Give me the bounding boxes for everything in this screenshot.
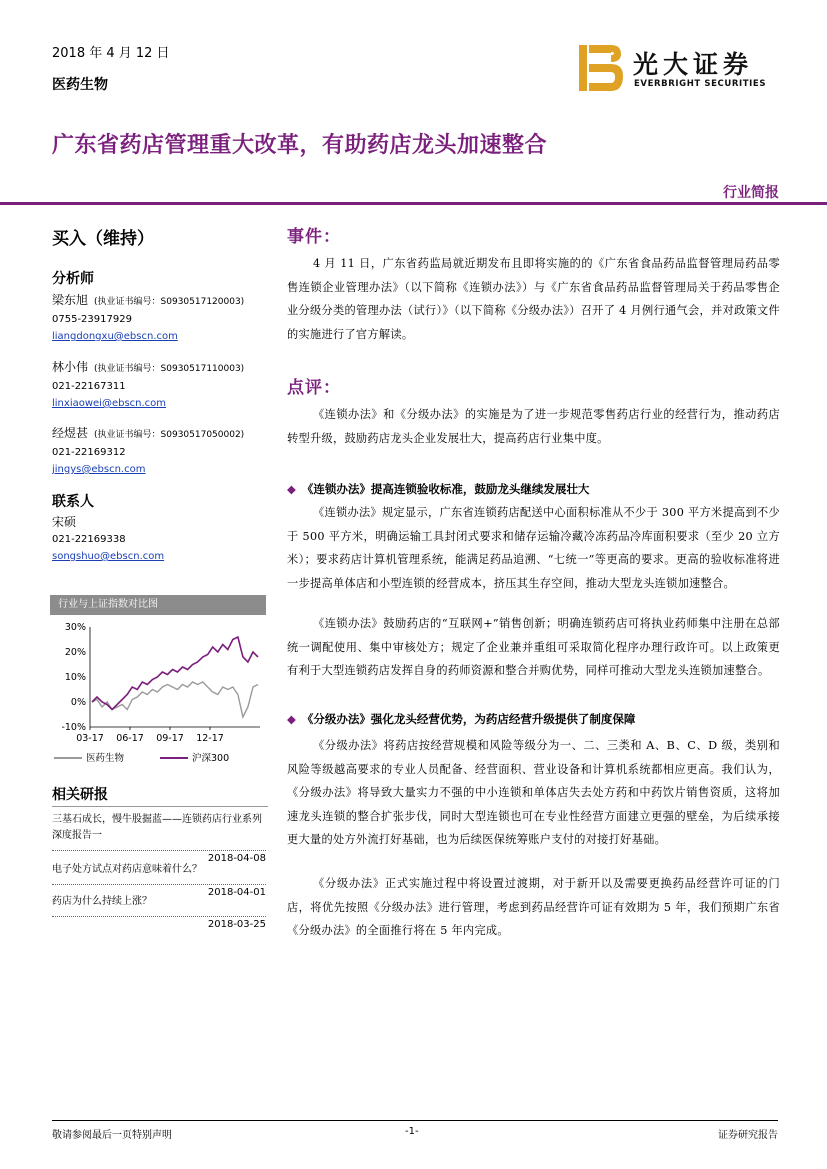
y-tick-label: 20% [64, 647, 86, 658]
analyst-name: 林小伟 [52, 360, 89, 374]
contact-email-link[interactable]: songshuo@ebscn.com [52, 551, 165, 562]
body-paragraph: 《分级办法》正式实施过程中将设置过渡期，对于新开以及需要更换药品经营许可证的门店，将优先按照《分级办法》进行管理，考虑到药品经营许可证有效期为 5 年，我们预期广东省《分级办法》的全面推行将在 5 年内完成。 [287, 877, 780, 937]
leader-dots [52, 910, 266, 917]
body-paragraph: 《连锁办法》规定显示，广东省连锁药店配送中心面积标准从不少于 300 平方米提高到不少于 500 平方米，明确运输工具封闭式要求和储存运输冷藏冷冻药品冷库面积要求（至少 20 立方米）；要求药店计算机管理系统，能满足药品追溯、“七统一”等更高的要求。更高的验收标准将进一步提高单体店和小型连锁的经营成本，挤压其生存空间，推动大型龙头连锁加速整合。 [287, 506, 780, 590]
contact-name: 宋硕 [52, 515, 77, 529]
comment-heading: 点评： [287, 378, 341, 398]
bullet-heading [287, 481, 780, 497]
analyst-block [52, 425, 270, 478]
analyst-heading: 分析师 [52, 271, 94, 287]
body-paragraph: 《连锁办法》鼓励药店的“互联网+”销售创新；明确连锁药店可将执业药师集中注册在总部统一调配使用、集中审核处方；规定了企业兼并重组可采取简化程序办理行政许可。以上政策更有利于大型连锁药店发挥自身的药师资源和整合并购优势，同样可推动大型龙头连锁加速整合。 [287, 617, 780, 677]
chart-plot [50, 615, 266, 770]
body-paragraph: 《分级办法》将药店按经营规模和风险等级分为一、二、三类和 A、B、C、D 级，类别和风险等级越高要求的专业人员配备、经营面积、营业设备和计算机系统都相应更高。我们认为，《分级办法》将导致大量实力不强的中小连锁和单体店失去处方药和中药饮片销售资质，这将加速龙头连锁的整合扩张步伐，同时大型连锁也可在专业性经营方面建立更强的壁垒，为后续承接更大量的处方外流打好基础，也为后续医保统筹账户支付的对接打好基础。 [287, 739, 780, 846]
logo-english-name: EVERBRIGHT SECURITIES [634, 79, 767, 89]
related-report-date: 2018-04-08 [207, 853, 266, 864]
company-logo [577, 43, 777, 95]
analyst-name: 梁东旭 [52, 293, 89, 307]
related-report-title[interactable]: 药店为什么持续上涨？ [52, 896, 152, 907]
analyst-block [52, 359, 270, 412]
leader-dots [52, 844, 266, 851]
leader-dots [52, 878, 266, 885]
diamond-icon: ◆ [287, 712, 296, 726]
x-tick-label: 06-17 [116, 733, 144, 744]
footer-report-label: 证券研究报告 [718, 1130, 778, 1141]
bullet-text: 《连锁办法》提高连锁验收标准，鼓励龙头继续发展壮大 [301, 482, 590, 496]
legend-label: 沪深300 [192, 753, 230, 764]
logo-chinese-name: 光大证券 [633, 50, 754, 79]
report-type: 行业简报 [723, 185, 779, 201]
y-tick-label: 0% [70, 697, 86, 708]
analyst-name: 经煜甚 [52, 426, 89, 440]
bullet-text: 《分级办法》强化龙头经营优势，为药店经营升级提供了制度保障 [301, 712, 636, 726]
related-report-item[interactable] [52, 812, 266, 867]
comment-intro: 《连锁办法》和《分级办法》的实施是为了进一步规范零售药店行业的经营行为，推动药店转型升级，鼓励药店龙头企业发展壮大，提高药店行业集中度。 [287, 408, 780, 445]
analyst-license: (执业证书编号：S0930517120003) [94, 297, 245, 307]
series-line-sector [92, 682, 258, 717]
related-report-title[interactable]: 电子处方试点对药店意味着什么？ [52, 864, 202, 875]
contact-heading: 联系人 [52, 494, 94, 510]
event-paragraph: 4 月 11 日，广东省药监局就近期发布且即将实施的的《广东省食品药品监督管理局药品零售连锁企业管理办法》（以下简称《连锁办法》）与《广东省食品药品监督管理局关于药品零售企业分级分类的管理办法（试行）》（以下简称《分级办法》）召开了 4 月例行通气会，并对政策文件的实施进行了官方解读。 [287, 257, 780, 341]
analyst-license: (执业证书编号：S0930517110003) [94, 364, 245, 374]
contact-phone: 021-22169338 [52, 534, 126, 545]
analyst-email-link[interactable]: liangdongxu@ebscn.com [52, 331, 178, 342]
legend-label: 医药生物 [86, 753, 125, 764]
related-report-date: 2018-03-25 [207, 919, 266, 930]
contact-block [52, 514, 270, 565]
related-report-title[interactable]: 三基石成长，慢牛股掘蓝——连锁药店行业系列深度报告一 [52, 814, 262, 841]
bullet-heading [287, 711, 780, 727]
analyst-email-link[interactable]: linxiaowei@ebscn.com [52, 398, 167, 409]
x-tick-label: 09-17 [156, 733, 184, 744]
analyst-phone: 0755-23917929 [52, 314, 132, 325]
sector-label: 医药生物 [52, 77, 108, 93]
chart-title: 行业与上证指数对比图 [50, 595, 266, 615]
related-divider [52, 806, 268, 807]
page-number: -1- [405, 1126, 419, 1137]
page-title: 广东省药店管理重大改革，有助药店龙头加速整合 [52, 133, 548, 158]
footer-divider [52, 1120, 778, 1121]
analyst-phone: 021-22167311 [52, 381, 126, 392]
related-report-item[interactable] [52, 894, 266, 933]
report-date: 2018 年 4 月 12 日 [52, 46, 170, 61]
analyst-block [52, 292, 270, 345]
diamond-icon: ◆ [287, 482, 296, 496]
related-report-date: 2018-04-01 [207, 887, 266, 898]
x-tick-label: 03-17 [76, 733, 104, 744]
analyst-license: (执业证书编号：S0930517050002) [94, 430, 245, 440]
x-tick-label: 12-17 [196, 733, 224, 744]
footer-disclaimer: 敬请参阅最后一页特别声明 [52, 1130, 172, 1141]
y-tick-label: -10% [61, 722, 86, 733]
logo-mark-icon [577, 43, 625, 93]
related-heading: 相关研报 [52, 787, 108, 803]
analyst-phone: 021-22169312 [52, 447, 126, 458]
y-tick-label: 10% [64, 672, 86, 683]
header-divider [0, 202, 827, 205]
comparison-chart [50, 595, 266, 770]
rating: 买入（维持） [52, 229, 154, 249]
y-tick-label: 30% [64, 622, 86, 633]
series-line-index [92, 637, 258, 710]
event-heading: 事件： [287, 227, 341, 247]
analyst-email-link[interactable]: jingys@ebscn.com [52, 464, 146, 475]
